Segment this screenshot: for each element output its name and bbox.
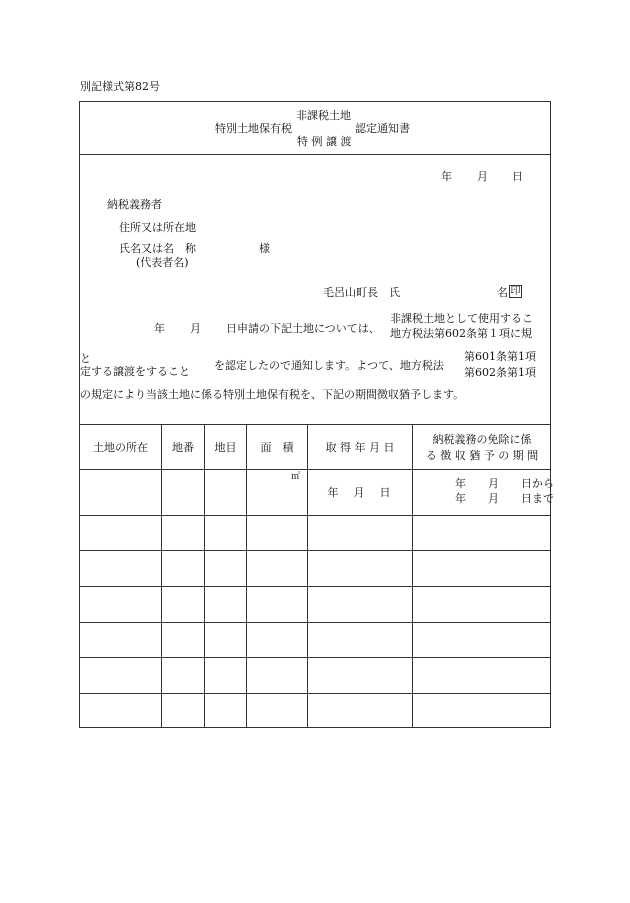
law-article-602: 第602条第1項 [464, 366, 536, 379]
table-row-line [79, 693, 551, 694]
title-separator [79, 154, 551, 155]
form-number: 別記様式第82号 [80, 80, 160, 93]
header-area: 面 積 [260, 441, 294, 454]
honorific: 様 [259, 242, 270, 255]
acquisition-date-field: 年 月 日 [327, 486, 393, 499]
table-row-line [79, 622, 551, 623]
title-option-special-transfer: 特 例 譲 渡 [297, 135, 352, 148]
header-land-category: 地目 [214, 441, 237, 454]
law-article-601: 第601条第1項 [464, 350, 536, 363]
representative-label: (代表者名) [136, 256, 189, 269]
table-column-line [412, 424, 413, 728]
table-top-line [79, 424, 551, 425]
table-row-line [79, 657, 551, 658]
table-header-line [79, 469, 551, 470]
table-column-line [161, 424, 162, 728]
table-column-line [204, 424, 205, 728]
table-row-line [79, 550, 551, 551]
header-location: 土地の所在 [93, 441, 148, 454]
table-column-line [307, 424, 308, 728]
option-law-602: 地方税法第602条第１項に規 [390, 327, 532, 340]
title-option-nontaxable: 非課税土地 [296, 109, 351, 122]
issuer-name-label: 名 [497, 286, 508, 299]
final-line: の規定により当該土地に係る特別土地保有税を、下記の期間徴収猶予します。 [80, 388, 465, 401]
title-main: 特別土地保有税 [215, 122, 292, 135]
date-year: 年 [441, 170, 452, 183]
period-from: 年 月 日から [455, 477, 554, 490]
title-suffix: 認定通知書 [355, 122, 410, 135]
name-label: 氏名又は名 称 [119, 242, 196, 255]
header-lot-number: 地番 [172, 441, 194, 454]
taxpayer-heading: 納税義務者 [107, 198, 162, 211]
date-month: 月 [477, 170, 488, 183]
address-label: 住所又は所在地 [119, 221, 196, 234]
application-month: 月 [190, 322, 201, 335]
issuer-title: 毛呂山町長 氏 [323, 286, 400, 299]
header-exemption-line1: 納税義務の免除に係 [432, 433, 532, 446]
area-unit: ㎡ [291, 472, 301, 482]
continuation-lower: 定する譲渡をすること [80, 365, 190, 378]
header-exemption-line2: る 徴 収 猶 予 の 期 間 [425, 449, 539, 462]
header-acquisition-date: 取 得 年 月 日 [325, 441, 395, 454]
recognized-phrase: を認定したので通知します。よつて、地方税法 [214, 359, 444, 372]
form-frame [79, 101, 551, 728]
table-row-line [79, 586, 551, 587]
application-year: 年 [154, 322, 165, 335]
option-nontaxable-use: 非課税土地として使用するこ [390, 312, 533, 325]
date-day: 日 [512, 170, 523, 183]
table-column-line [246, 424, 247, 728]
table-row-line [79, 515, 551, 516]
seal-icon: 印 [510, 286, 521, 297]
period-to: 年 月 日まで [455, 492, 554, 505]
continuation-upper: と [80, 352, 91, 365]
application-day-phrase: 日申請の下記土地については、 [226, 322, 380, 335]
